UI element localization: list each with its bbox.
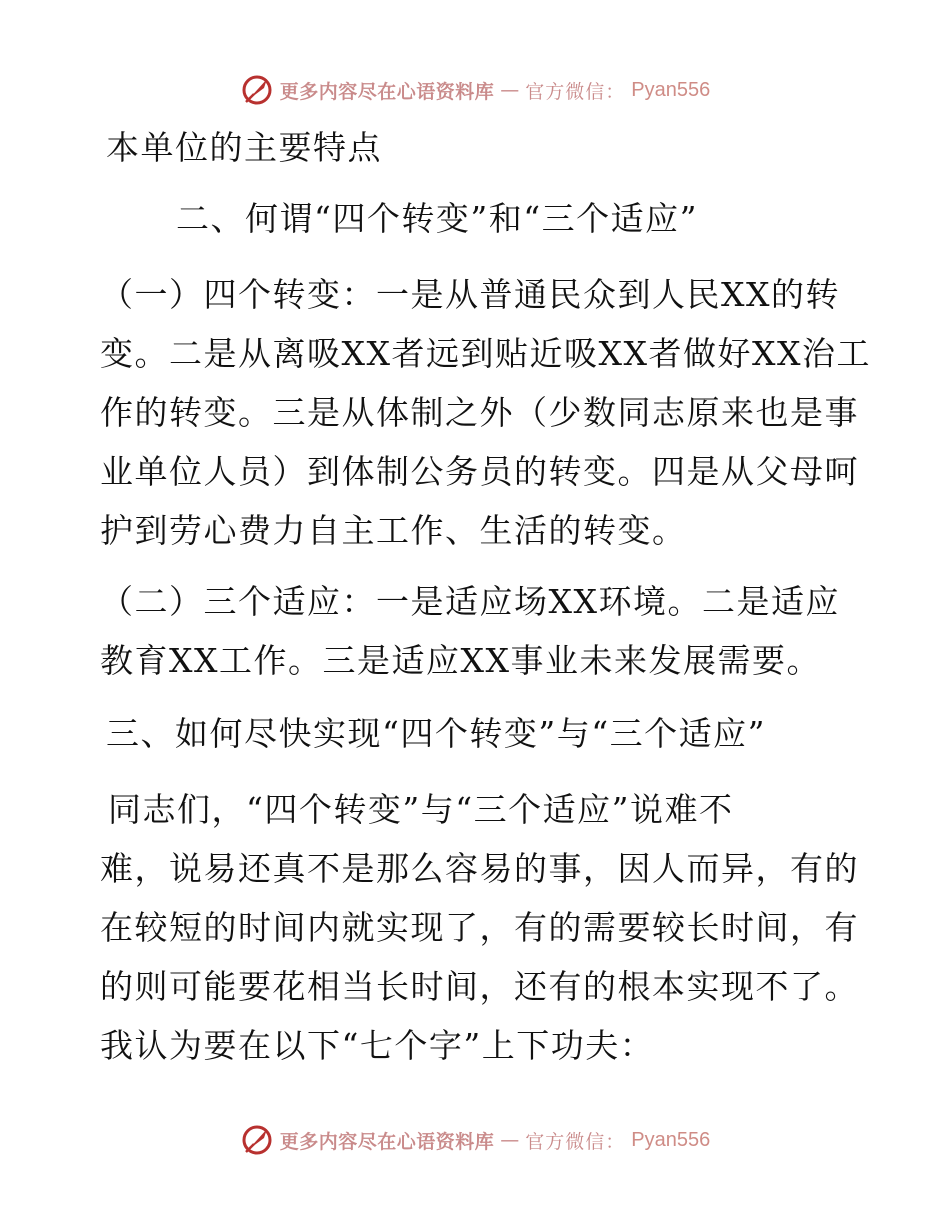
- paragraph-line: （一）四个转变：一是从普通民众到人民XX的转: [100, 275, 840, 314]
- paragraph-line: 在较短的时间内就实现了，有的需要较长时间，有: [100, 908, 859, 947]
- paragraph-line: 我认为要在以下“七个字”上下功夫：: [100, 1026, 655, 1065]
- footer-banner: [0, 1122, 950, 1158]
- banner-wechat-label: 官方微信：: [525, 80, 626, 103]
- banner-separator: —: [500, 79, 520, 101]
- paragraph-line: （二）三个适应：一是适应场XX环境。二是适应: [100, 582, 840, 621]
- paragraph-line: 的则可能要花相当长时间，还有的根本实现不了。: [100, 967, 859, 1006]
- section-heading: 本单位的主要特点: [106, 128, 382, 167]
- banner-separator: —: [500, 1129, 520, 1151]
- quill-logo-icon: [240, 1123, 274, 1157]
- quill-logo-icon: [240, 73, 274, 107]
- section-heading: 二、何谓“四个转变”和“三个适应”: [176, 199, 698, 238]
- banner-main-text: 更多内容尽在心语资料库: [279, 1130, 495, 1153]
- paragraph-line: 教育XX工作。三是适应XX事业未来发展需要。: [100, 641, 821, 680]
- paragraph-line: 同志们，“四个转变”与“三个适应”说难不: [108, 790, 734, 829]
- section-heading: 三、如何尽快实现“四个转变”与“三个适应”: [106, 714, 766, 753]
- paragraph-line: 难，说易还真不是那么容易的事，因人而异，有的: [100, 849, 859, 888]
- paragraph-line: 护到劳心费力自主工作、生活的转变。: [100, 511, 687, 550]
- banner-main-text: 更多内容尽在心语资料库: [279, 80, 495, 103]
- banner-wechat-label: 官方微信：: [525, 1130, 626, 1153]
- paragraph-line: 变。二是从离吸XX者远到贴近吸XX者做好XX治工: [100, 334, 871, 373]
- paragraph-line: 作的转变。三是从体制之外（少数同志原来也是事: [100, 393, 859, 432]
- banner-wechat-id: Pyan556: [631, 1128, 711, 1151]
- paragraph-line: 业单位人员）到体制公务员的转变。四是从父母呵: [100, 452, 859, 491]
- header-banner: [0, 72, 950, 108]
- banner-wechat-id: Pyan556: [631, 78, 711, 101]
